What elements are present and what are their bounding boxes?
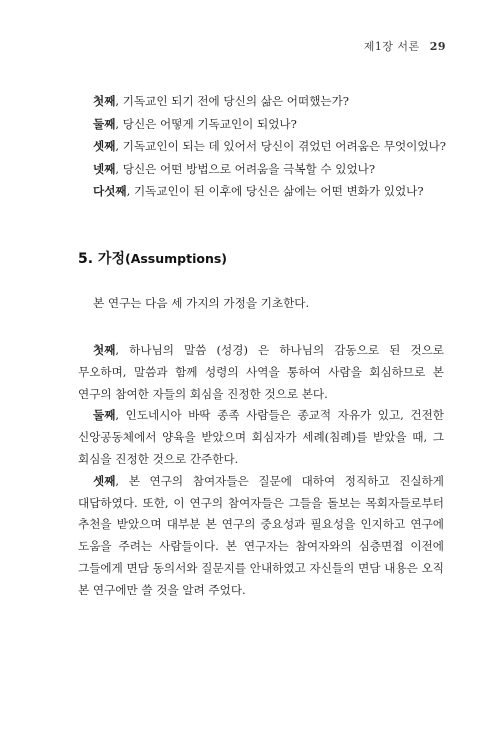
- question-text: , 기독교인 되기 전에 당신의 삶은 어떠했는가?: [115, 94, 350, 108]
- question-ordinal: 셋째: [93, 139, 116, 153]
- chapter-label: 제1장 서론: [363, 40, 420, 53]
- assumption-paragraph: [78, 405, 444, 470]
- question-ordinal: 첫째: [93, 94, 116, 108]
- section-heading: [78, 248, 227, 268]
- assumption-text: , 인도네시아 바딱 종족 사람들은 종교적 자유가 있고, 건전한 신앙공동체에서 양육을 받았으며 회심자가 세례(침례)를 받았을 때, 그 회심을 진정한 것으로 간주한다.: [78, 408, 444, 466]
- question-item: [93, 158, 473, 181]
- section-intro: 본 연구는 다음 세 가지의 가정을 기초한다.: [93, 296, 310, 310]
- assumption-paragraph: [78, 471, 444, 602]
- assumptions-body: [78, 340, 444, 602]
- question-text: , 기독교인이 된 이후에 당신은 삶에는 어떤 변화가 있었나?: [126, 184, 424, 198]
- question-ordinal: 다섯째: [93, 184, 127, 198]
- question-item: [93, 113, 473, 136]
- question-text: , 기독교인이 되는 데 있어서 당신이 겪었던 어려움은 무엇이었나?: [115, 139, 446, 153]
- assumption-paragraph: [78, 340, 444, 405]
- section-number: 5. 가정: [78, 251, 125, 267]
- question-list: [93, 90, 473, 203]
- question-ordinal: 둘째: [93, 116, 116, 131]
- section-title-english: (Assumptions): [124, 251, 228, 266]
- question-text: , 당신은 어떤 방법으로 어려움을 극복할 수 있었나?: [115, 161, 376, 176]
- assumption-ordinal: 둘째: [93, 408, 116, 423]
- question-text: , 당신은 어떻게 기독교인이 되었나?: [115, 116, 297, 131]
- question-item: [93, 180, 473, 203]
- question-item: [93, 90, 473, 113]
- assumption-ordinal: 셋째: [93, 473, 116, 488]
- question-ordinal: 넷째: [93, 161, 116, 176]
- assumption-text: , 본 연구의 참여자들은 질문에 대하여 정직하고 진실하게 대답하였다. 또한, 이 연구의 참여자들은 그들을 돌보는 목회자들로부터 추천을 받았으며 대부분 본 연구의 중요성과 필요성을 인지하고 연구에 도움을 주려는 사람들이다. 본 연구자는 참여자와의 심층면접 이전에 그들에게 면담 동의서와 질문지를 안내하였고 자신들의 면담 내용은 오직 본 연구에만 쓸 것을 알려 주었다.: [78, 473, 444, 597]
- question-item: [93, 135, 473, 158]
- assumption-ordinal: 첫째: [93, 343, 116, 357]
- running-header: [364, 38, 446, 54]
- page-number: 29: [429, 40, 446, 53]
- assumption-text: , 하나님의 말씀 (성경) 은 하나님의 감동으로 된 것으로 무오하며, 말씀과 함께 성령의 사역을 통하여 사람을 회심하므로 본 연구의 참여한 자들의 회심을 진정한 것으로 본다.: [78, 343, 444, 401]
